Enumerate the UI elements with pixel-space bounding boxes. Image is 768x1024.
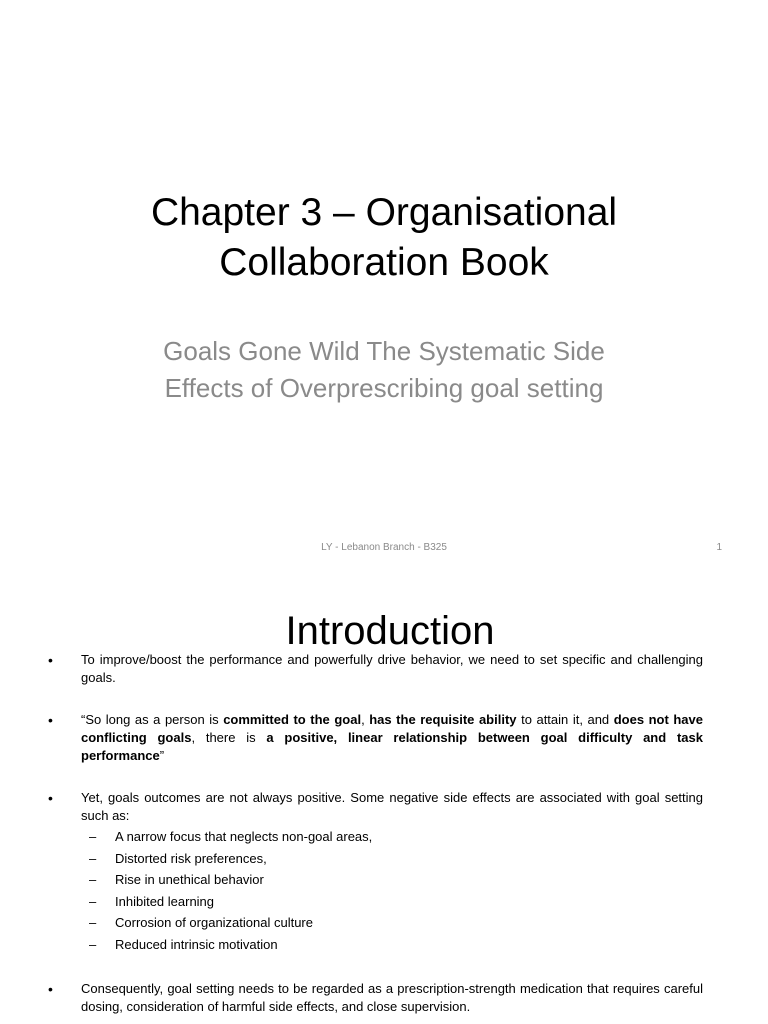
list-item bbox=[81, 912, 703, 934]
side-effects-list bbox=[81, 826, 703, 956]
bold-text: a positive, linear relationship between goal difficulty and task performance bbox=[81, 730, 703, 763]
page-number: 1 bbox=[716, 542, 722, 553]
list-item-text: Distorted risk preferences, bbox=[115, 850, 267, 866]
bullet-item bbox=[48, 789, 703, 956]
bullet-item bbox=[48, 980, 703, 1016]
introduction-slide bbox=[0, 576, 768, 1024]
list-item bbox=[81, 934, 703, 956]
bullet-text: To improve/boost the performance and powerfully drive behavior, we need to set specific and challenging goals. bbox=[81, 652, 703, 685]
bullet-item bbox=[48, 651, 703, 687]
slide-title bbox=[40, 188, 728, 288]
list-item-text: A narrow focus that neglects non-goal areas, bbox=[115, 829, 373, 844]
dash-icon: – bbox=[89, 936, 97, 952]
text-run: , there is bbox=[191, 730, 267, 745]
bullet-text: Yet, goals outcomes are not always positive. Some negative side effects are associated with goal setting such as: bbox=[81, 790, 703, 823]
dash-icon: – bbox=[89, 893, 97, 909]
list-item bbox=[81, 848, 703, 870]
bullet-item bbox=[48, 711, 703, 765]
bold-text: has the requisite ability bbox=[369, 712, 517, 727]
text-run: ” bbox=[159, 748, 165, 763]
bullet-icon: • bbox=[48, 652, 53, 668]
dash-icon: – bbox=[89, 850, 97, 866]
bullet-text: Consequently, goal setting needs to be regarded as a prescription-strength medication that requires careful dosing, consideration of harmful side effects, and close supervision. bbox=[81, 980, 703, 1014]
text-run: , bbox=[361, 712, 370, 727]
slide-subtitle-line: Goals Gone Wild The Systematic Side bbox=[163, 336, 605, 366]
bullet-icon: • bbox=[48, 790, 53, 806]
bullet-icon: • bbox=[48, 712, 53, 728]
list-item bbox=[81, 891, 703, 913]
slide-title: Introduction bbox=[285, 609, 495, 653]
dash-icon: – bbox=[89, 915, 97, 931]
text-run: to attain it, and bbox=[516, 712, 614, 727]
slide-subtitle-line: Effects of Overprescribing goal setting bbox=[164, 373, 604, 403]
slide-title-line: Chapter 3 – Organisational bbox=[150, 191, 618, 234]
list-item-text: Inhibited learning bbox=[115, 893, 215, 909]
bold-text: does not have conflicting goals bbox=[81, 712, 703, 745]
slide-subtitle bbox=[70, 333, 698, 407]
bullet-icon: • bbox=[48, 980, 53, 997]
text-run: “So long as a person is bbox=[81, 712, 224, 727]
bold-text: committed to the goal bbox=[223, 712, 362, 727]
list-item-text: Rise in unethical behavior bbox=[115, 872, 264, 888]
list-item-text: Corrosion of organizational culture bbox=[115, 915, 313, 931]
list-item bbox=[81, 869, 703, 891]
dash-icon: – bbox=[89, 872, 97, 888]
list-item-text: Reduced intrinsic motivation bbox=[115, 936, 278, 952]
dash-icon: – bbox=[89, 829, 97, 844]
bullet-text bbox=[81, 712, 703, 763]
slide-title-line: Collaboration Book bbox=[219, 241, 549, 284]
slide-body bbox=[48, 651, 703, 1016]
list-item bbox=[81, 826, 703, 848]
slide-footer: LY - Lebanon Branch - B325 bbox=[321, 542, 447, 553]
